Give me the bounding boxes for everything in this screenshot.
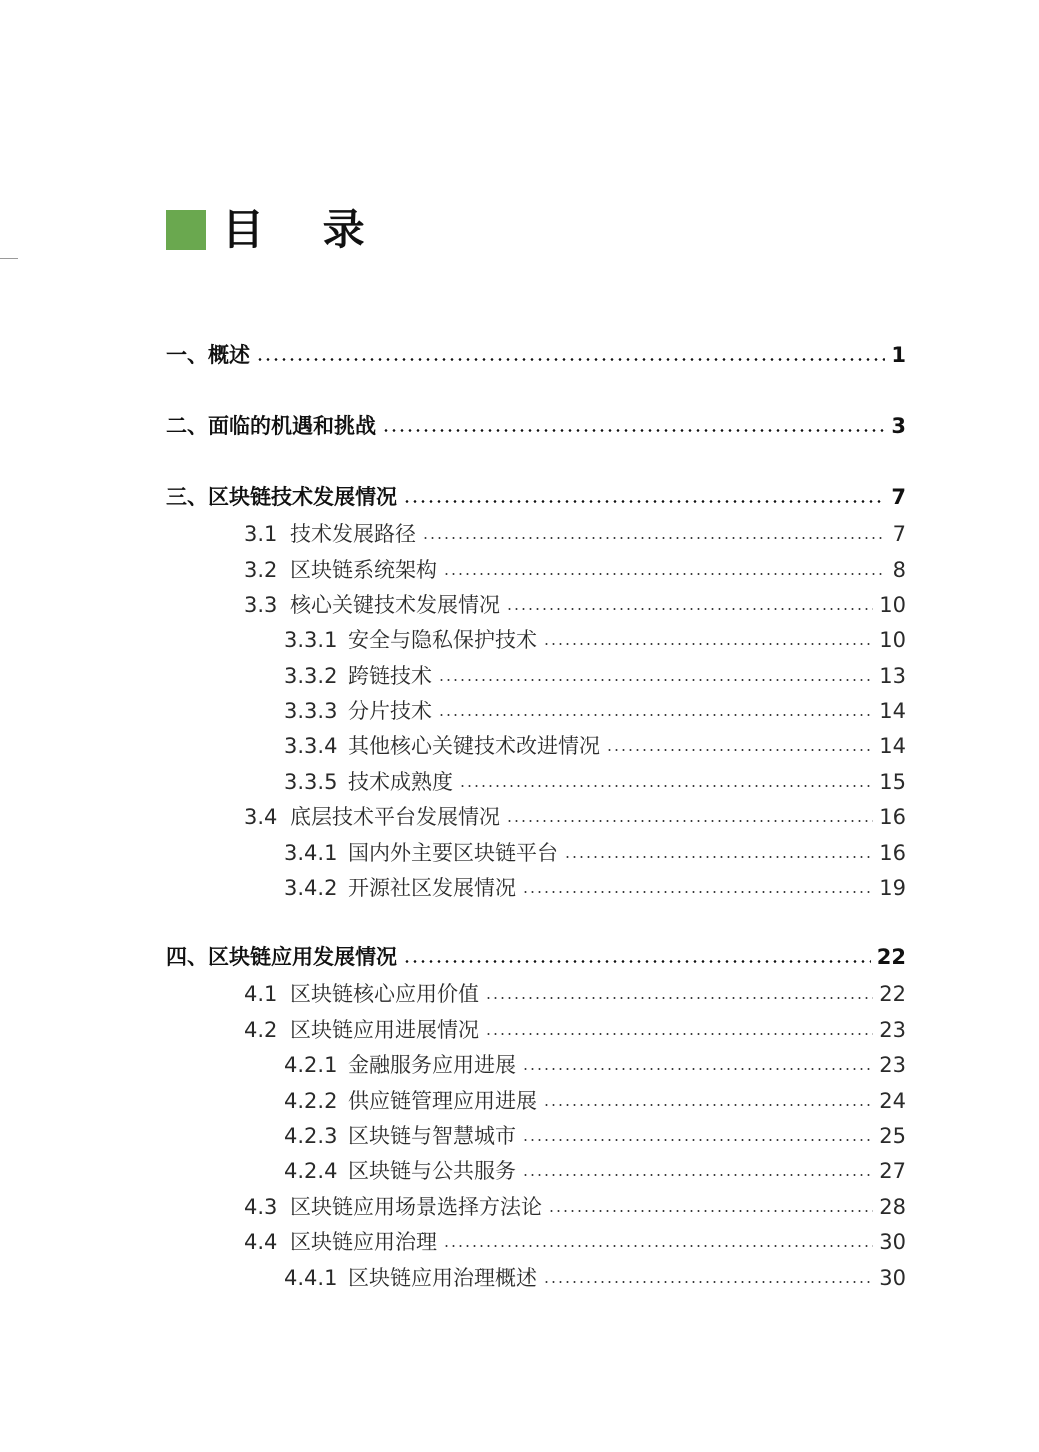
dot-leader	[403, 960, 871, 963]
toc-entry[interactable]	[284, 731, 906, 761]
toc-entry[interactable]	[166, 482, 906, 512]
toc-entry-label	[284, 1121, 516, 1151]
toc-entry-label	[284, 1086, 537, 1116]
toc-entry-label	[166, 411, 376, 441]
toc-entry-label	[166, 340, 250, 370]
toc-entry-label	[284, 661, 432, 691]
toc-entry-text: 区块链应用场景选择方法论	[290, 1195, 542, 1219]
toc-entry[interactable]	[284, 1263, 906, 1293]
toc-entry-number: 4.4.1	[284, 1266, 338, 1290]
toc-entry-text: 核心关键技术发展情况	[290, 593, 500, 617]
dot-leader	[543, 1104, 873, 1106]
toc-entry-label	[244, 1192, 542, 1222]
toc-entry-number: 3.3.5	[284, 770, 338, 794]
toc-entry-page: 19	[879, 876, 906, 900]
toc-entry-page: 23	[879, 1053, 906, 1077]
toc-entry-text: 区块链应用进展情况	[290, 1018, 479, 1042]
toc-entry-text: 区块链应用治理概述	[348, 1266, 537, 1290]
toc-entry[interactable]	[244, 519, 906, 549]
toc-entry[interactable]	[284, 661, 906, 691]
toc-entry-number: 3.4	[244, 805, 278, 829]
dot-leader	[522, 891, 873, 893]
toc-entry-page: 15	[879, 770, 906, 794]
toc-entry-number: 3.3.3	[284, 699, 338, 723]
toc-entry-page: 27	[879, 1159, 906, 1183]
toc-entry-number: 3.3.1	[284, 628, 338, 652]
toc-entry[interactable]	[244, 802, 906, 832]
toc-entry-label	[244, 519, 416, 549]
toc-entry-text: 技术成熟度	[348, 770, 453, 794]
dot-leader	[443, 1245, 873, 1247]
toc-entry-text: 区块链核心应用价值	[290, 982, 479, 1006]
toc-entry[interactable]	[244, 1227, 906, 1257]
toc-entry-text: 底层技术平台发展情况	[290, 805, 500, 829]
toc-entry-text: 一、概述	[166, 343, 250, 367]
toc-entry-page: 30	[879, 1230, 906, 1254]
toc-entry[interactable]	[244, 555, 906, 585]
toc-entry-page: 16	[879, 805, 906, 829]
dot-leader	[506, 608, 873, 610]
toc-entry-text: 技术发展路径	[290, 522, 416, 546]
toc-entry[interactable]	[284, 1086, 906, 1116]
toc-entry[interactable]	[284, 625, 906, 655]
toc-entry-label	[284, 1263, 537, 1293]
toc-entry-number: 3.3.2	[284, 664, 338, 688]
dot-leader	[438, 679, 873, 681]
toc-entry-number: 4.2.2	[284, 1089, 338, 1113]
toc-entry-label	[284, 731, 600, 761]
toc-entry-page: 23	[879, 1018, 906, 1042]
toc-entry-text: 供应链管理应用进展	[348, 1089, 537, 1113]
toc-entry[interactable]	[244, 979, 906, 1009]
dot-leader	[382, 429, 885, 432]
toc-entry-text: 区块链与公共服务	[348, 1159, 516, 1183]
toc-entry-page: 14	[879, 699, 906, 723]
toc-entry-page: 30	[879, 1266, 906, 1290]
toc-entry-page: 10	[879, 593, 906, 617]
toc-entry[interactable]	[166, 411, 906, 441]
toc-entry-text: 区块链系统架构	[290, 558, 437, 582]
toc-entry-page: 3	[891, 414, 906, 438]
toc-entry-number: 3.2	[244, 558, 278, 582]
toc-entry[interactable]	[244, 1015, 906, 1045]
toc-entry-text: 国内外主要区块链平台	[348, 841, 558, 865]
toc-entry-text: 四、区块链应用发展情况	[166, 945, 397, 969]
toc-entry-text: 分片技术	[348, 699, 432, 723]
dot-leader	[522, 1139, 873, 1141]
toc-entry-number: 4.2.1	[284, 1053, 338, 1077]
toc-entry-page: 16	[879, 841, 906, 865]
toc-entry-label	[284, 838, 558, 868]
toc-entry-number: 3.4.1	[284, 841, 338, 865]
toc-entry[interactable]	[166, 942, 906, 972]
toc-entry-page: 22	[876, 945, 906, 969]
toc-entry-page: 8	[892, 558, 906, 582]
dot-leader	[543, 1281, 873, 1283]
dot-leader	[438, 714, 873, 716]
toc-entry-number: 4.1	[244, 982, 278, 1006]
page-title: 目 录	[222, 205, 387, 254]
toc-entry[interactable]	[244, 590, 906, 620]
toc-entry-label	[244, 1015, 479, 1045]
dot-leader	[522, 1174, 873, 1176]
toc-entry-label	[166, 482, 397, 512]
dot-leader	[506, 820, 873, 822]
toc-entry-number: 3.3	[244, 593, 278, 617]
toc-entry-text: 三、区块链技术发展情况	[166, 485, 397, 509]
dot-leader	[606, 749, 873, 751]
toc-entry-label	[284, 696, 432, 726]
toc-entry-text: 区块链与智慧城市	[348, 1124, 516, 1148]
toc-entry-label	[244, 802, 500, 832]
dot-leader	[443, 573, 886, 575]
toc-entry-text: 跨链技术	[348, 664, 432, 688]
dot-leader	[548, 1210, 873, 1212]
toc-entry-page: 14	[879, 734, 906, 758]
toc-entry[interactable]	[166, 340, 906, 370]
toc-entry-label	[244, 1227, 437, 1257]
toc-entry-number: 4.3	[244, 1195, 278, 1219]
dot-leader	[485, 997, 873, 999]
toc-entry-number: 3.1	[244, 522, 278, 546]
toc-entry-label	[284, 1156, 516, 1186]
toc-entry-label	[284, 873, 516, 903]
toc-entry-text: 二、面临的机遇和挑战	[166, 414, 376, 438]
toc-entry-label	[244, 590, 500, 620]
toc-entry-label	[284, 767, 453, 797]
toc-entry-text: 金融服务应用进展	[348, 1053, 516, 1077]
toc-entry[interactable]	[284, 1050, 906, 1080]
toc-entry[interactable]	[284, 696, 906, 726]
toc-entry[interactable]	[284, 873, 906, 903]
dot-leader	[403, 500, 885, 503]
toc-entry-page: 7	[891, 485, 906, 509]
toc-entry-page: 22	[879, 982, 906, 1006]
toc-entry-text: 其他核心关键技术改进情况	[348, 734, 600, 758]
toc-entry-number: 3.3.4	[284, 734, 338, 758]
toc-entry[interactable]	[284, 838, 906, 868]
toc-entry-label	[244, 979, 479, 1009]
toc-entry-page: 10	[879, 628, 906, 652]
toc-entry-number: 4.2.3	[284, 1124, 338, 1148]
toc-entry-page: 1	[891, 343, 906, 367]
toc-entry-page: 13	[879, 664, 906, 688]
dot-leader	[256, 358, 885, 361]
toc-entry-number: 4.2.4	[284, 1159, 338, 1183]
toc-entry-number: 4.4	[244, 1230, 278, 1254]
toc-entry[interactable]	[244, 1192, 906, 1222]
dot-leader	[564, 856, 873, 858]
dot-leader	[543, 643, 873, 645]
toc-entry-label	[244, 555, 437, 585]
toc-entry-text: 开源社区发展情况	[348, 876, 516, 900]
dot-leader	[485, 1033, 873, 1035]
toc-entry-text: 安全与隐私保护技术	[348, 628, 537, 652]
dot-leader	[522, 1068, 873, 1070]
toc-entry-page: 25	[879, 1124, 906, 1148]
toc-entry-page: 24	[879, 1089, 906, 1113]
dot-leader	[459, 785, 873, 787]
toc-entry-label	[284, 625, 537, 655]
toc-entry-number: 3.4.2	[284, 876, 338, 900]
toc-entry-page: 28	[879, 1195, 906, 1219]
toc-entry-page: 7	[892, 522, 906, 546]
toc-entry[interactable]	[284, 767, 906, 797]
toc-entry-text: 区块链应用治理	[290, 1230, 437, 1254]
toc-entry-number: 4.2	[244, 1018, 278, 1042]
dot-leader	[422, 537, 886, 539]
toc-entry-label	[166, 942, 397, 972]
toc-entry[interactable]	[284, 1156, 906, 1186]
toc-entry[interactable]	[284, 1121, 906, 1151]
toc-entry-label	[284, 1050, 516, 1080]
